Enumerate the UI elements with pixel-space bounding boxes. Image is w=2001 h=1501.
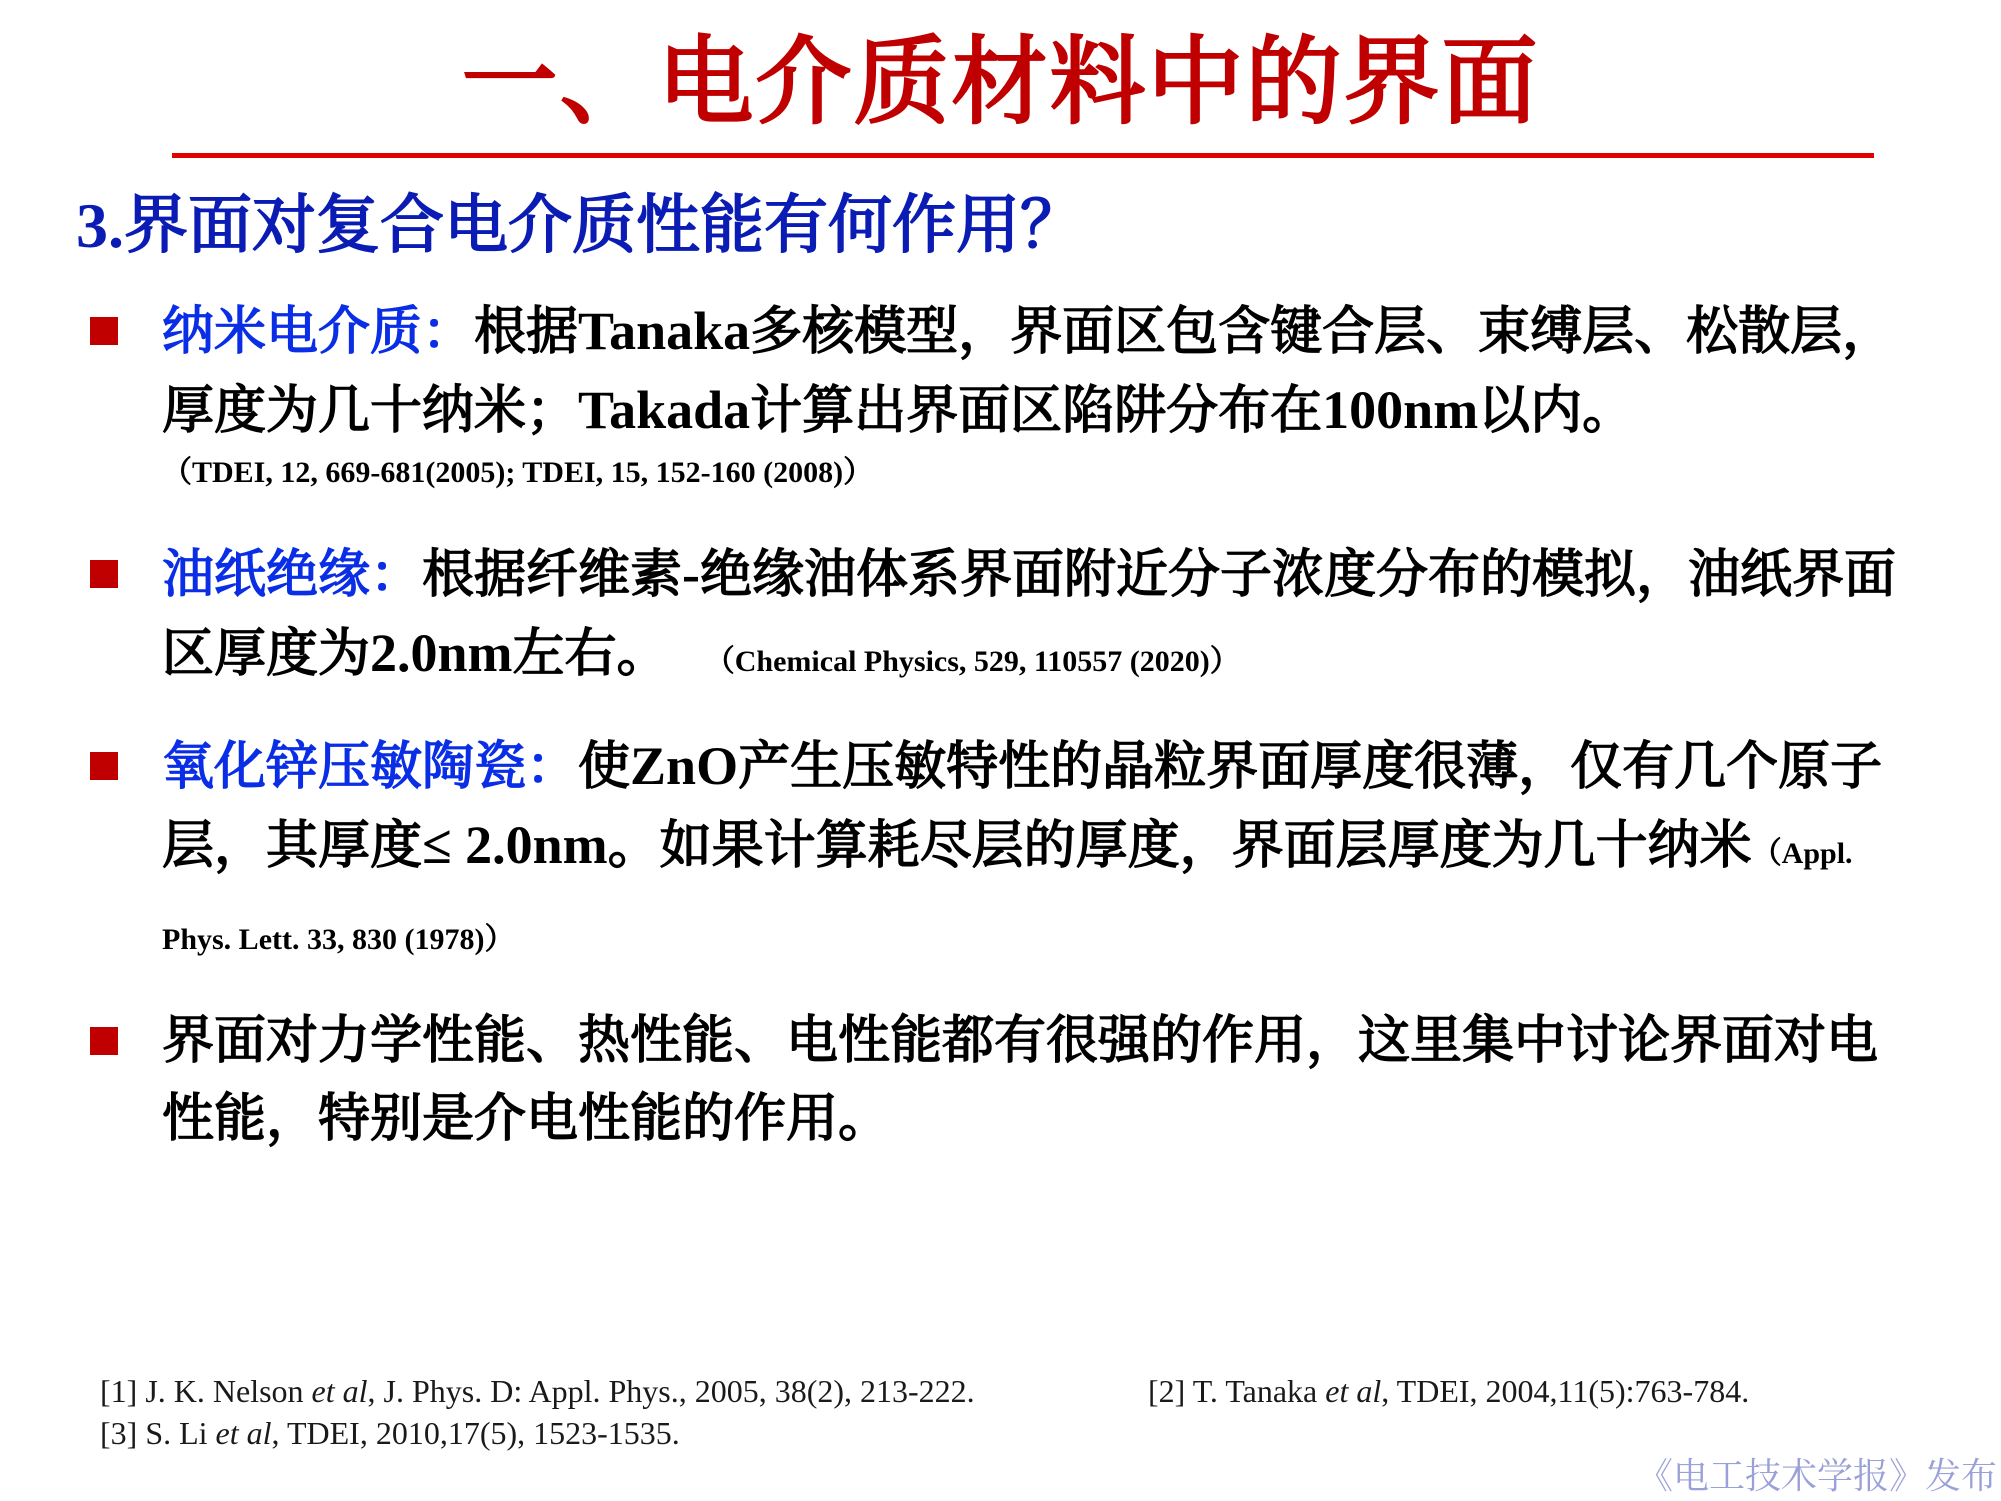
reference-etal: et al: [311, 1373, 368, 1409]
citation-zno: （Appl. Phys. Lett. 33, 830 (1978)）: [162, 837, 1853, 956]
bullet-text: 根据纤维素: [422, 545, 683, 605]
bullet-text: 左右。: [512, 624, 669, 684]
bullet-nano-dielectric: [162, 292, 1902, 450]
bullet-text: 绝缘油体系界面附近分子浓度分布的模拟，油纸界面区厚度为: [162, 545, 1897, 684]
reference-text: , J. Phys. D: Appl. Phys., 2005, 38(2), 213-222.: [367, 1373, 975, 1409]
reference-item: [100, 1370, 975, 1412]
bullet-square-icon: [90, 1027, 118, 1055]
bullet-text: 界面对力学性能、热性能、电性能都有很强的作用，这里集中讨论界面对电性能，特别是介电性能的作用。: [162, 1011, 1879, 1149]
section-heading: [76, 186, 1084, 266]
bullet-square-icon: [90, 560, 118, 588]
section-question: 界面对复合电介质性能有何作用？: [124, 189, 1084, 263]
bullet-latin: Tanaka: [578, 301, 751, 361]
reference-text: , TDEI, 2004,11(5):763-784.: [1381, 1373, 1750, 1409]
bullet-lead: 纳米电介质：: [162, 302, 475, 362]
bullet-text: 以内。: [1478, 381, 1635, 441]
bullet-latin: ZnO: [630, 736, 739, 796]
bullet-oil-paper: [162, 535, 1902, 701]
bullet-latin: 100nm: [1322, 380, 1479, 440]
reference-etal: et al: [1325, 1373, 1382, 1409]
reference-etal: et al: [215, 1415, 272, 1451]
bullet-text: 。如果计算耗尽层的厚度，界面层厚度为几十纳米: [607, 816, 1752, 876]
bullet-text: 多核模型，界面区包含键合层、束缚层、松散层，厚度为几十纳米；: [162, 302, 1895, 441]
citation-nano: （TDEI, 12, 669-681(2005); TDEI, 15, 152-160 (2008)）: [162, 456, 874, 489]
bullet-zno-varistor: [162, 727, 1902, 979]
publisher-watermark: 《电工技术学报》发布: [1636, 1456, 1997, 1497]
bullet-latin: Takada: [578, 380, 751, 440]
bullet-interface-summary: [162, 1002, 1902, 1158]
reference-text: [1] J. K. Nelson: [100, 1373, 312, 1409]
bullet-latin: ≤ 2.0nm: [422, 815, 608, 875]
bullet-latin: 2.0nm: [370, 623, 513, 683]
bullet-lead: 油纸绝缘：: [162, 545, 423, 605]
title-divider: [172, 153, 1874, 158]
bullet-latin: -: [682, 544, 701, 604]
reference-item: [1148, 1370, 1749, 1412]
reference-text: [2] T. Tanaka: [1148, 1373, 1326, 1409]
bullet-square-icon: [90, 752, 118, 780]
bullet-lead: 氧化锌压敏陶瓷：: [162, 737, 579, 797]
reference-text: [3] S. Li: [100, 1415, 216, 1451]
reference-text: , TDEI, 2010,17(5), 1523-1535.: [271, 1415, 680, 1451]
bullet-text: 计算出界面区陷阱分布在: [750, 381, 1323, 441]
citation-oil-paper: （Chemical Physics, 529, 110557 (2020)）: [704, 645, 1240, 678]
bullet-text: 使: [578, 737, 631, 797]
bullet-text: 根据: [474, 302, 579, 362]
bullet-text: 产生压敏特性的晶粒界面厚度很薄，仅有几个原子层，其厚度: [162, 737, 1883, 876]
reference-item: [100, 1412, 680, 1454]
bullet-square-icon: [90, 317, 118, 345]
slide-title: 一、电介质材料中的界面: [461, 26, 1540, 138]
section-number: 3.: [76, 190, 124, 261]
